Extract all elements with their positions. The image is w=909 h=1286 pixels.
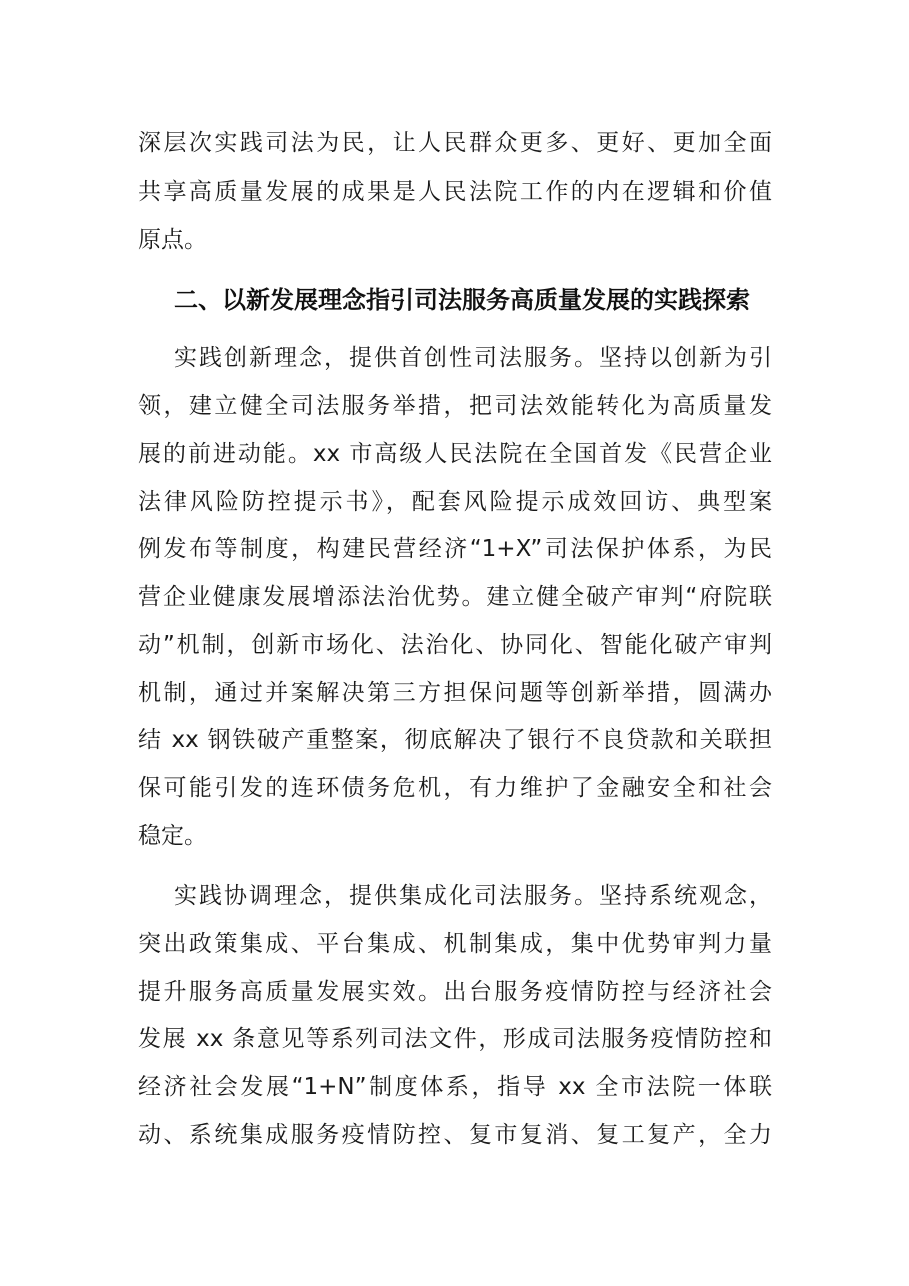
para2-line-10: 保可能引发的连环债务危机，有力维护了金融安全和社会 <box>138 775 772 801</box>
para3-line-1: 实践协调理念，提供集成化司法服务。坚持系统观念， <box>174 883 772 909</box>
para1-line-2: 共享高质量发展的成果是人民法院工作的内在逻辑和价值 <box>138 179 772 205</box>
para3-line-3: 提升服务高质量发展实效。出台服务疫情防控与经济社会 <box>138 979 772 1005</box>
para2-line-11: 稳定。 <box>138 823 207 849</box>
para2-line-1: 实践创新理念，提供首创性司法服务。坚持以创新为引 <box>174 345 772 371</box>
para2-line-7: 动”机制，创新市场化、法治化、协同化、智能化破产审判 <box>138 632 772 658</box>
para2-line-2: 领，建立健全司法服务举措，把司法效能转化为高质量发 <box>138 393 772 419</box>
para2-line-8: 机制，通过并案解决第三方担保问题等创新举措，圆满办 <box>138 680 772 706</box>
para3-line-2: 突出政策集成、平台集成、机制集成，集中优势审判力量 <box>138 931 772 957</box>
section-heading: 二、以新发展理念指引司法服务高质量发展的实践探索 <box>174 286 750 314</box>
para3-line-6: 动、系统集成服务疫情防控、复市复消、复工复产，全力 <box>138 1122 772 1148</box>
para3-line-5: 经济社会发展“1+N”制度体系，指导 xx 全市法院一体联 <box>138 1074 772 1100</box>
para2-line-5: 例发布等制度，构建民营经济“1+X”司法保护体系，为民 <box>138 536 772 562</box>
para2-line-9: 结 xx 钢铁破产重整案，彻底解决了银行不良贷款和关联担 <box>138 727 772 753</box>
para2-line-6: 营企业健康发展增添法治优势。建立健全破产审判“府院联 <box>138 584 772 610</box>
para2-line-4: 法律风险防控提示书》，配套风险提示成效回访、典型案 <box>138 489 772 515</box>
para3-line-4: 发展 xx 条意见等系列司法文件，形成司法服务疫情防控和 <box>138 1026 772 1052</box>
para2-line-3: 展的前进动能。xx 市高级人民法院在全国首发《民营企业 <box>138 441 772 467</box>
para1-line-1: 深层次实践司法为民，让人民群众更多、更好、更加全面 <box>138 130 772 156</box>
para1-line-3: 原点。 <box>138 227 207 253</box>
